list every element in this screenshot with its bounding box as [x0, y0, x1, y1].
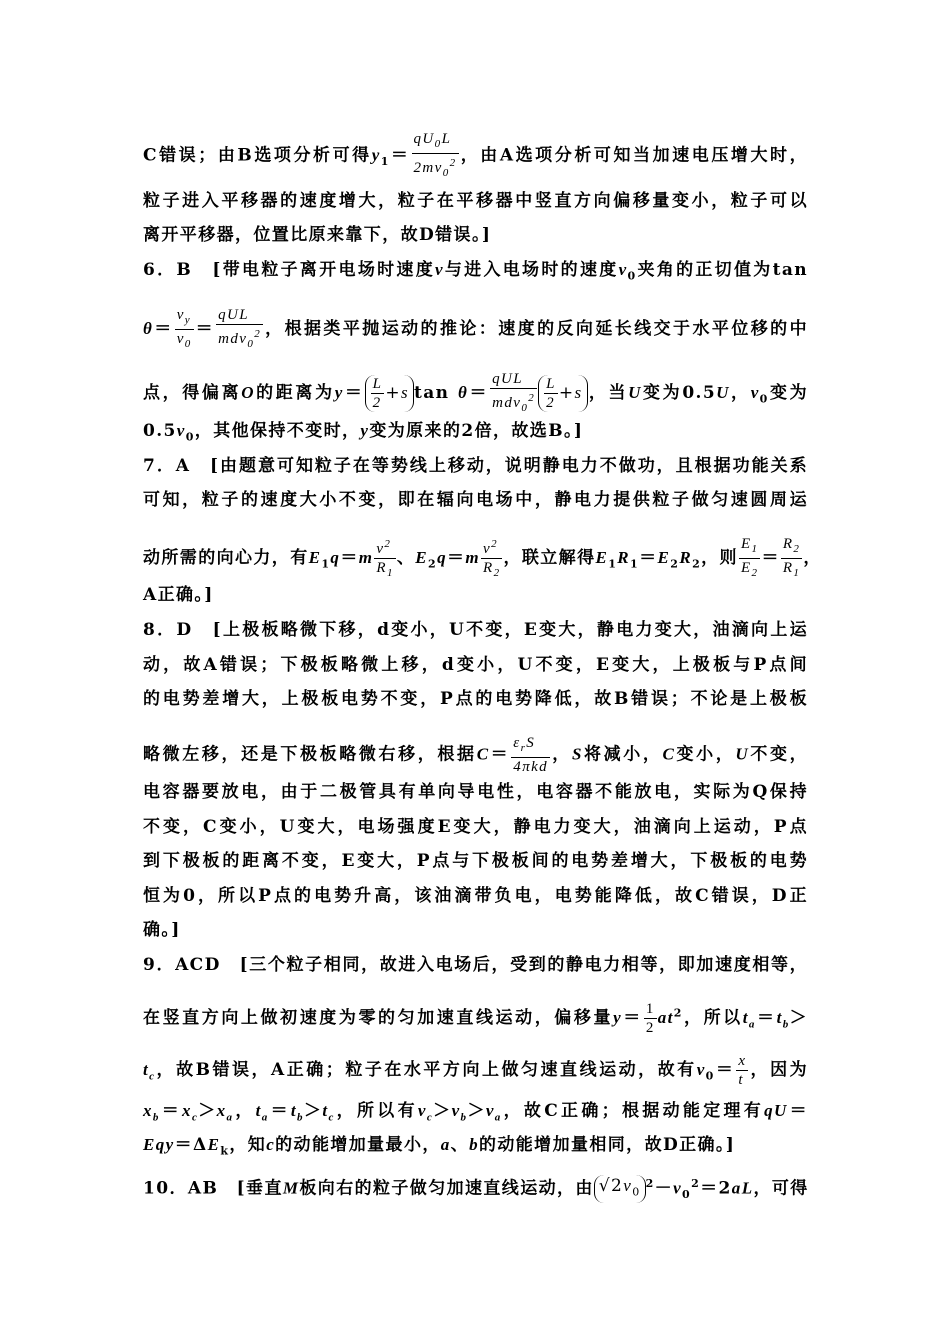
text-line: $x_b=x_c>x_a$，$t_a=t_b>t_c$，所以有$v_c>v_b>v_a$，故C正确；根据动能定理有qU＝: [143, 1101, 809, 1124]
text-line: θ＝ $\frac{v_y}{v_0}$ ＝ $\frac{\text{qUL}}{mdv_0^2}$ ，根据类平抛运动的推论：速度的反向延长线交于水平位移的中: [143, 307, 808, 350]
text-line: 10．AB [垂直M板向右的粒子做匀加速直线运动，由 $√2v_0^2-v_0^2=2aL$，可得: [143, 1173, 808, 1206]
text-line: 离开平移器，位置比原来靠下，故D错误。]: [143, 225, 492, 245]
text-line: 点，得偏离O的距离为y＝ $\frac{L}{2}$ +s tan θ＝ $\frac{\text{qUL}}{mdv_0^2}$ $\frac{L}{2}$ +s ，当U变为0.5U，$v_0$变为: [143, 371, 808, 414]
text-line: 8．D [上极板略微下移，d变小，U不变，E变大，静电力变大，油滴向上运: [143, 620, 808, 640]
text-line: 6．B [带电粒子离开电场时速度v与进入电场时的速度$v_0$夹角的正切值为tan: [143, 260, 808, 283]
text-line: 7．A [由题意可知粒子在等势线上移动，说明静电力不做功，且根据功能关系: [143, 456, 808, 476]
text-line: $Eqy=\Delta E_k$，知c的动能增加量最小，a、b的动能增加量相同，故D正确。]: [143, 1135, 736, 1158]
text-line: 到下极板的距离不变，E变大，P点与下极板间的电势差增大，下极板的电势: [143, 851, 808, 871]
text-line: $t_c$，故B错误，A正确；粒子在水平方向上做匀速直线运动，故有$v_0=$ $\frac{x}{t}$ ，因为: [143, 1053, 809, 1088]
text-line: 9．ACD [三个粒子相同，故进入电场后，受到的静电力相等，即加速度相等，: [143, 955, 808, 975]
text-line: 粒子进入平移器的速度增大，粒子在平移器中竖直方向偏移量变小，粒子可以: [143, 191, 808, 211]
text-line: 恒为0，所以P点的电势升高，该油滴带负电，电势能降低，故C错误，D正: [143, 886, 808, 906]
text-line: 电容器要放电，由于二极管具有单向导电性，电容器不能放电，实际为Q保持: [143, 782, 808, 802]
text-line: 的电势差增大，上极板电势不变，P点的电势降低，故B错误；不论是上极板: [143, 689, 808, 709]
text-line: 可知，粒子的速度大小不变，即在辐向电场中，静电力提供粒子做匀速圆周运: [143, 490, 808, 510]
text-line: $0.5v_0$，其他保持不变时，y变为原来的2倍，故选B。]: [143, 421, 584, 444]
text-line: 不变，C变小，U变大，电场强度E变大，静电力变大，油滴向上运动，P点: [143, 817, 808, 837]
text-line: A正确。]: [143, 585, 214, 605]
text-line: C错误；由B选项分析可得$y_1=$ $\frac{qU_0L}{2mv_0^2}$ ，由A选项分析可知当加速电压增大时，: [143, 131, 808, 179]
text-line: 略微左移，还是下极板略微右移，根据C＝ $\frac{\varepsilon_rS}{\text{4πkd}}$ ，S将减小，C变小，U不变，: [143, 735, 808, 775]
text-line: 在竖直方向上做初速度为零的匀加速直线运动，偏移量y＝ $\frac{1}{2}$ $at^2$，所以$t_a=t_b>$: [143, 1001, 809, 1036]
text-line: 确。]: [143, 920, 181, 940]
text-line: 动所需的向心力，有$E_1q=m$ $\frac{v^2}{R_1}$ 、$E_2q=m$ $\frac{v^2}{R_2}$ ，联立解得$E_1R_1=E_2R_2$，则 $\frac{E_1}{E_2}$ ＝ $\frac{R_2}{R_1}$ ，: [143, 536, 822, 579]
text-line: 动，故A错误；下极板略微上移，d变小，U不变，E变大，上极板与P点间: [143, 655, 808, 675]
